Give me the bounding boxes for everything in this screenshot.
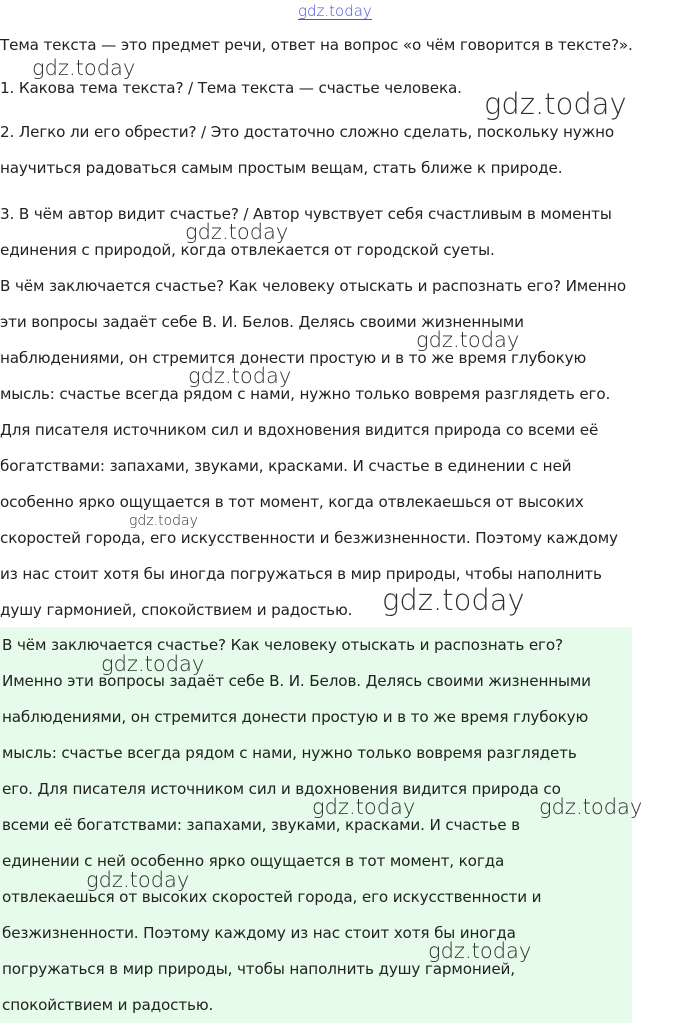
watermark-text: gdz.today (185, 220, 289, 244)
essay-line: эти вопросы задаёт себе В. И. Белов. Делясь своими жизненными (0, 313, 524, 331)
topic-definition: Тема текста — это предмет речи, ответ на вопрос «о чём говорится в тексте?». (0, 36, 633, 54)
highlighted-essay-line: Именно эти вопросы задаёт себе В. И. Белов. Делясь своими жизненными (2, 672, 591, 690)
highlighted-essay-line: В чём заключается счастье? Как человеку отыскать и распознать его? (2, 636, 563, 654)
watermark-text: gdz.today (428, 939, 532, 963)
essay-line: душу гармонией, спокойствием и радостью. (0, 601, 353, 619)
essay-line: В чём заключается счастье? Как человеку отыскать и распознать его? Именно (0, 277, 626, 295)
essay-line: богатствами: запахами, звуками, красками. И счастье в единении с ней (0, 457, 572, 475)
site-watermark-link[interactable]: gdz.today (298, 2, 372, 20)
watermark-text: gdz.today (312, 795, 416, 819)
question-3-line-1: 3. В чём автор видит счастье? / Автор чувствует себя счастливым в моменты (0, 205, 612, 223)
watermark-text: gdz.today (86, 868, 190, 892)
highlighted-essay-line: мысль: счастье всегда рядом с нами, нужно только вовремя разглядеть (2, 744, 577, 762)
question-2-line-2: научиться радоваться самым простым вещам, стать ближе к природе. (0, 159, 563, 177)
essay-line: наблюдениями, он стремится донести простую и в то же время глубокую (0, 349, 587, 367)
question-1: 1. Какова тема текста? / Тема текста — счастье человека. (0, 79, 462, 97)
highlighted-essay-line: отвлекаешься от высоких скоростей города, его искусственности и (2, 888, 542, 906)
question-3-line-2: единения с природой, когда отвлекается от городской суеты. (0, 241, 495, 259)
question-2-line-1: 2. Легко ли его обрести? / Это достаточно сложно сделать, поскольку нужно (0, 123, 615, 141)
essay-line: особенно ярко ощущается в тот момент, когда отвлекаешься от высоких (0, 493, 584, 511)
watermark-text: gdz.today (539, 795, 643, 819)
essay-line: мысль: счастье всегда рядом с нами, нужно только вовремя разглядеть его. (0, 385, 611, 403)
essay-line: скоростей города, его искусственности и безжизненности. Поэтому каждому (0, 529, 618, 547)
watermark-text: gdz.today (382, 583, 525, 617)
highlighted-essay-line: безжизненности. Поэтому каждому из нас стоит хотя бы иногда (2, 924, 516, 942)
watermark-text: gdz.today (129, 513, 198, 529)
highlighted-essay-line: наблюдениями, он стремится донести простую и в то же время глубокую (2, 708, 589, 726)
watermark-text: gdz.today (32, 56, 136, 80)
highlighted-essay-line: всеми её богатствами: запахами, звуками, красками. И счастье в (2, 816, 520, 834)
watermark-text: gdz.today (188, 364, 292, 388)
watermark-text: gdz.today (484, 87, 627, 121)
highlighted-essay-line: единении с ней особенно ярко ощущается в тот момент, когда (2, 852, 505, 870)
watermark-text: gdz.today (101, 652, 205, 676)
highlighted-essay-line: спокойствием и радостью. (2, 996, 214, 1014)
essay-line: Для писателя источником сил и вдохновения видится природа со всеми её (0, 421, 599, 439)
watermark-text: gdz.today (416, 328, 520, 352)
essay-line: из нас стоит хотя бы иногда погружаться в мир природы, чтобы наполнить (0, 565, 602, 583)
highlighted-essay-line: погружаться в мир природы, чтобы наполнить душу гармонией, (2, 960, 515, 978)
highlighted-essay-line: его. Для писателя источником сил и вдохновения видится природа со (2, 780, 561, 798)
